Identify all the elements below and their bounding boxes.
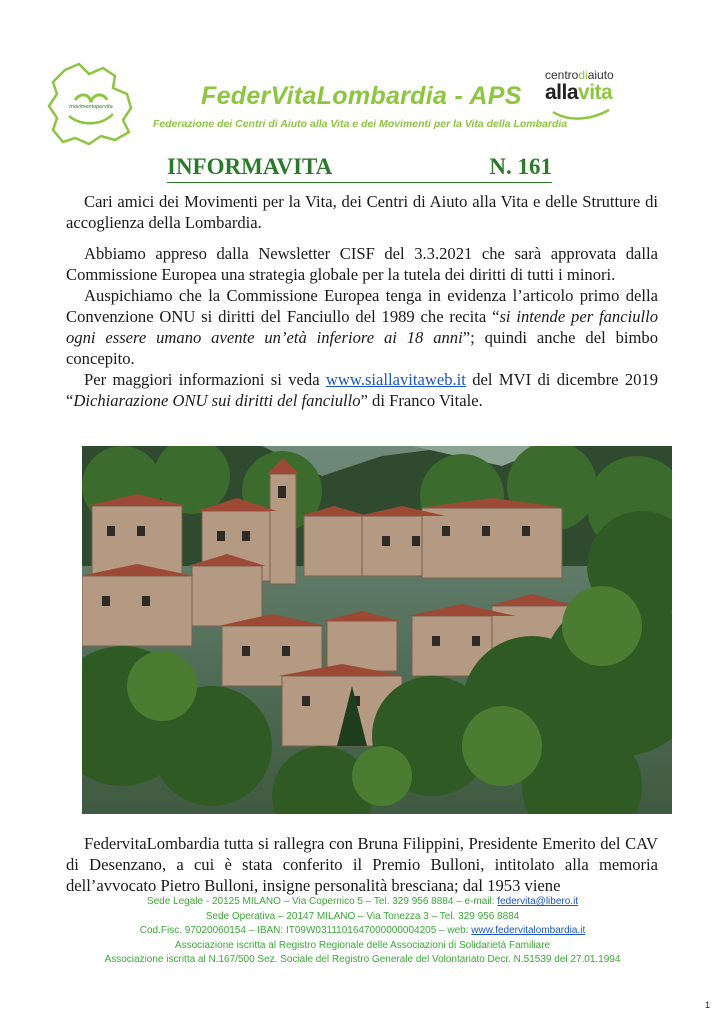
logo-text-aiuto: aiuto (587, 68, 614, 82)
paragraph-4-part-b: del MVI di dicembre 2019 “ (66, 370, 659, 410)
paragraph-3-part-a: Auspichiamo che la Commissione Europea tenga in evidenza l’articolo primo della Convenzione ONU si diritti del Fanciullo del 1989 che recita “ (66, 286, 658, 326)
lombardia-map-logo (45, 60, 137, 148)
village-photo (82, 446, 672, 814)
logo-text-centro: centro (545, 68, 579, 82)
article-body (66, 243, 658, 411)
footer-email-link[interactable]: federvita@libero.it (497, 896, 579, 907)
paragraph-2-text: Abbiamo appreso dalla Newsletter CISF del 3.3.2021 che sarà approvata dalla Commissione Europea una strategia globale per la tutela dei diritti di tutti i minori. (66, 244, 658, 284)
paragraph-1-text: Cari amici dei Movimenti per la Vita, dei Centri di Aiuto alla Vita e delle Strutture di accoglienza della Lombardia. (66, 192, 658, 232)
paragraph-4-italic: Dichiarazione ONU sui diritti del fanciullo (73, 391, 361, 410)
letterhead (45, 58, 635, 150)
footer-web-link[interactable]: www.federvitalombardia.it (471, 925, 586, 936)
newsletter-title (167, 154, 552, 183)
footer-address-legal: Sede Legale - 20125 MILANO – Via Copernico 5 – Tel. 329 956 8884 – e-mail: (146, 896, 498, 907)
paragraph-4 (66, 369, 658, 411)
logo-left-text: movimentopervita (69, 104, 113, 110)
paragraph-3-quote: si intende per fanciullo ogni essere umano avente un’età inferiore ai 18 anni (66, 307, 659, 347)
brand-subtitle: Federazione dei Centri di Aiuto alla Vita e dei Movimenti per la Vita della Lombardia (152, 118, 568, 130)
footer-line-1 (60, 895, 665, 910)
logo-text-vita: vita (578, 81, 613, 104)
paragraph-3 (66, 285, 658, 369)
paragraph-4-part-a: Per maggiori informazioni si veda (84, 370, 326, 389)
cav-logo (537, 66, 637, 122)
logo-swoosh-icon (551, 108, 611, 120)
paragraph-greeting (66, 191, 658, 233)
footer-line-2: Sede Operativa – 20147 MILANO – Via Tonezza 3 – Tel. 329 956 8884 (205, 910, 520, 922)
page-number: 1 (705, 1000, 711, 1010)
footer-codfisc-iban: Cod.Fisc. 97020060154 – IBAN: IT09W0311101647000000004205 – web: (139, 925, 472, 936)
paragraph-5-text: FedervitaLombardia tutta si rallegra con Bruna Filippini, Presidente Emerito del CAV di Desenzano, a cui è stata conferito il Premio Bulloni, intitolato alla memoria dell’avvocato Pietro Bulloni, insigne personalità bresciana; dal 1953 viene (66, 834, 658, 895)
paragraph-4-part-c: ” di Franco Vitale. (360, 391, 483, 410)
brand-name: FederVitaLombardia - APS (201, 82, 522, 110)
paragraph-award (66, 833, 658, 896)
footer-line-3 (60, 924, 665, 939)
siallavitaweb-link[interactable]: www.siallavitaweb.it (325, 370, 466, 389)
title-informavita: INFORMAVITA (167, 154, 333, 179)
issue-number: N. 161 (489, 154, 552, 179)
footer-line-5: Associazione iscritta al N.167/500 Sez. Sociale del Registro Generale del Volontariato Decr. N.51539 del 27.01.1994 (104, 954, 621, 965)
paragraph-3-part-c: ”; quindi anche del bimbo concepito. (66, 328, 658, 368)
footer-line-4: Associazione iscritta al Registro Regionale delle Associazioni di Solidarietà Familiare (174, 939, 551, 951)
logo-text-di: di (578, 68, 588, 82)
logo-text-alla: alla (545, 81, 579, 104)
footer (60, 895, 665, 968)
